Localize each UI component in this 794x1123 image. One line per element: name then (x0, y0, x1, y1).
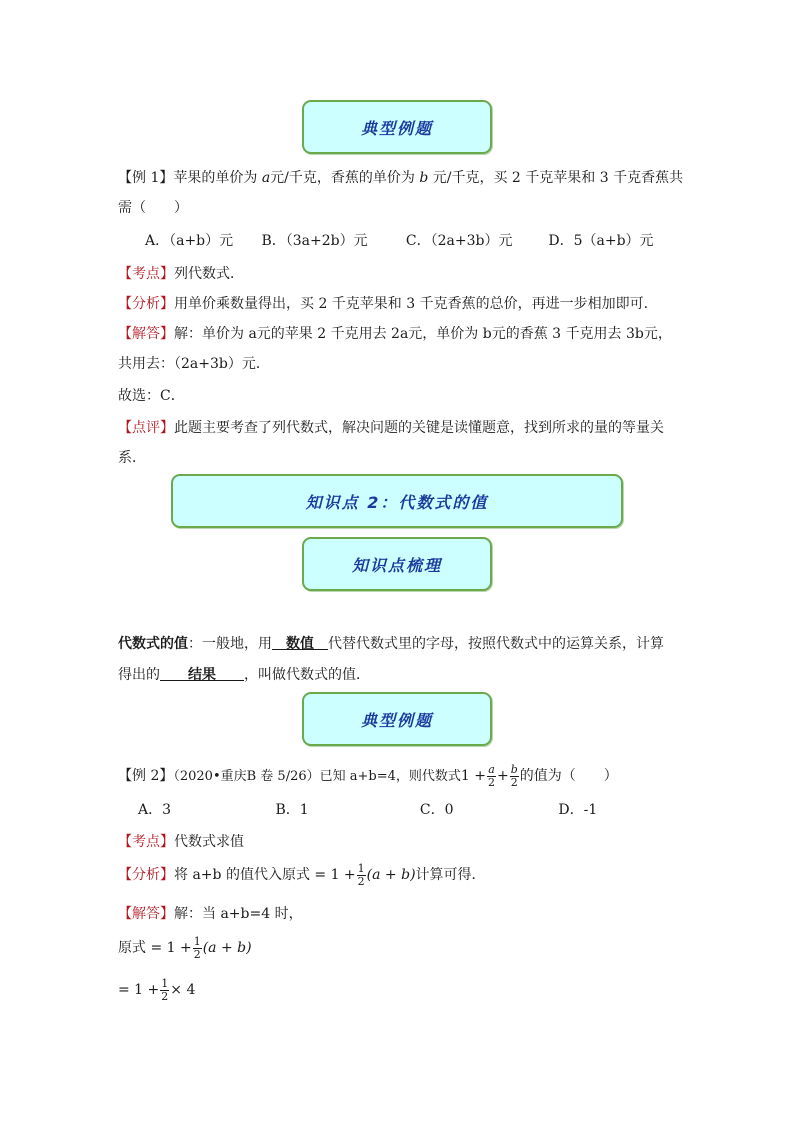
text: ，叫做代数式的值． (244, 667, 370, 683)
option-a: A．（a+b）元 (145, 233, 234, 249)
dianping-tag: 【点评】 (118, 420, 174, 436)
option-c: C．0 (419, 802, 454, 818)
expr-a-plus-b: (a + b) (202, 940, 252, 956)
option-c: C．（2a+3b）元 (405, 233, 513, 249)
frac-denominator: 2 (193, 947, 201, 961)
example1-answer: 故选：C． (118, 388, 185, 404)
option-b: B．（3a+2b）元 (261, 233, 368, 249)
example1-jieda-line2: 共用去：（2a+3b）元． (118, 356, 270, 372)
frac-denominator: 2 (510, 775, 518, 789)
fraction-a-over-2 (487, 764, 496, 789)
kaodian-tag: 【考点】 (118, 834, 174, 850)
expr-a-plus-b: (a + b) (366, 867, 416, 883)
concept-line2 (118, 665, 370, 685)
fraction-b-over-2 (510, 764, 519, 789)
example2-step1 (118, 932, 252, 964)
frac-denominator: 2 (487, 775, 495, 789)
fraction-one-half (193, 936, 202, 961)
fenxi-text: 将 a+b 的值代入原式 = (174, 867, 327, 883)
fraction-one-half (357, 863, 366, 888)
expr-one-plus: 1 + (330, 867, 356, 883)
example1-jieda-line1 (118, 324, 672, 344)
jieda-tag: 【解答】 (118, 326, 174, 342)
blank-shuzhi: 数值 (272, 636, 328, 652)
frac-numerator: 1 (193, 934, 201, 948)
frac-numerator: b (510, 762, 518, 776)
example-tag: 【例 1】 (118, 170, 174, 186)
example1-fenxi (118, 294, 658, 314)
plus-sign: + (496, 768, 509, 784)
example1-dianping-line1 (118, 418, 664, 438)
times-four: × 4 (170, 982, 196, 998)
text: 元/千克，香蕉的单价为 (270, 170, 415, 186)
banner-title: 典型例题 (360, 710, 433, 730)
expr-one-plus: 1 + (460, 768, 486, 784)
example1-question-line2: 需（ ） (118, 200, 188, 216)
fenxi-tag: 【分析】 (118, 296, 174, 312)
kaodian-text: 列代数式． (174, 266, 244, 282)
fraction-one-half (160, 978, 169, 1003)
example1-kaodian (118, 264, 244, 284)
blank-jieguo: 结果 (160, 667, 244, 683)
example2-options (138, 800, 597, 820)
concept-label: 代数式的值 (118, 636, 188, 652)
banner-typical-examples-1 (302, 100, 492, 154)
example2-jieda-line1 (118, 904, 303, 924)
jieda-text: 解：当 a+b=4 时， (174, 906, 303, 922)
banner-knowledge-summary (302, 537, 492, 591)
banner-title: 知识点 2：代数式的值 (305, 492, 489, 512)
text: 苹果的单价为 (173, 170, 258, 186)
example2-step2 (118, 974, 195, 1006)
fenxi-tag: 【分析】 (118, 867, 174, 883)
example2-kaodian (118, 832, 244, 852)
frac-numerator: 1 (161, 976, 169, 990)
kaodian-tag: 【考点】 (118, 266, 174, 282)
example1-options (145, 231, 654, 251)
frac-numerator: 1 (357, 861, 365, 875)
option-b: B．1 (275, 802, 309, 818)
kaodian-text: 代数式求值 (174, 834, 244, 850)
option-d: D．-1 (558, 802, 598, 818)
banner-knowledge-point-2 (171, 474, 623, 528)
fenxi-text: 用单价乘数量得出，买 2 千克苹果和 3 千克香蕉的总价，再进一步相加即可． (174, 296, 658, 312)
text: 元/千克，买 2 千克苹果和 3 千克香蕉共 (432, 170, 684, 186)
option-d: D．5（a+b）元 (548, 233, 654, 249)
dianping-text: 此题主要考查了列代数式，解决问题的关键是读懂题意，找到所求的量的等量关 (174, 420, 664, 436)
jieda-text: 解：单价为 a元的苹果 2 千克用去 2a元，单价为 b元的香蕉 3 千克用去 3b元， (174, 326, 672, 342)
question-tail: 的值为（ ） (519, 768, 618, 784)
frac-denominator: 2 (161, 989, 169, 1003)
example2-question (118, 762, 618, 791)
text: 代替代数式里的字母，按照代数式中的运算关系，计算 (328, 636, 664, 652)
banner-title: 知识点梳理 (351, 555, 442, 575)
text: ：一般地，用 (188, 636, 272, 652)
question-text: （2020•重庆B 卷 5/26）已知 a+b=4，则代数式 (173, 769, 461, 784)
option-a: A．3 (138, 802, 172, 818)
example1-question-line1 (118, 168, 683, 188)
step-prefix: = 1 + (118, 982, 160, 998)
example1-dianping-line2: 系． (118, 450, 146, 466)
fenxi-tail: 计算可得． (415, 867, 486, 883)
jieda-tag: 【解答】 (118, 906, 174, 922)
step-prefix: 原式 = 1 + (118, 940, 192, 956)
example-tag: 【例 2】 (118, 768, 174, 784)
var-b: b (419, 170, 429, 186)
banner-title: 典型例题 (360, 118, 433, 138)
text: 得出的 (118, 667, 160, 683)
var-a: a (261, 170, 271, 186)
banner-typical-examples-2 (302, 692, 492, 746)
frac-denominator: 2 (357, 874, 365, 888)
frac-numerator: a (488, 762, 495, 776)
example2-fenxi (118, 860, 486, 890)
concept-line1 (118, 634, 664, 654)
